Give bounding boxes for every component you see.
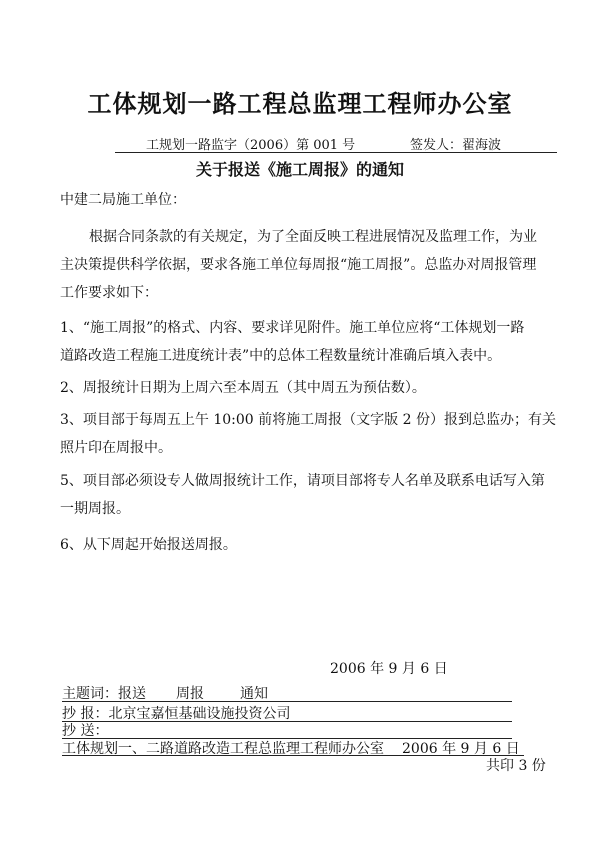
intro-line-2: 主决策提供科学依据，要求各施工单位每周报“施工周报”。总监办对周报管理 [60,257,537,273]
header-divider [115,152,557,153]
issuer: 工体规划一、二路道路改造工程总监理工程师办公室 [62,741,384,757]
notice-date: 2006 年 9 月 6 日 [330,661,448,677]
subject-word-3: 通知 [240,686,268,702]
item-2: 2、周报统计日期为上周六至本周五（其中周五为预估数）。 [60,380,426,396]
item-5-line-2: 一期周报。 [60,501,130,517]
item-6: 6、从下周起开始报送周报。 [60,537,237,553]
item-5-line-1: 5、项目部必须设专人做周报统计工作，请项目部将专人名单及联系电话写入第 [60,473,545,489]
notice-title: 关于报送《施工周报》的通知 [195,160,404,179]
intro-line-1: 根据合同条款的有关规定，为了全面反映工程进展情况及监理工作，为业 [89,229,537,245]
issue-date: 2006 年 9 月 6 日 [402,741,520,757]
cc-label: 抄 报： [62,706,109,722]
subject-underline [62,701,512,702]
cc-value: 北京宝嘉恒基础设施投资公司 [108,706,291,722]
item-1-line-2: 道路改造工程施工进度统计表”中的总体工程数量统计准确后填入表中。 [60,348,502,364]
issuer-underline [62,755,524,756]
cc-underline [62,721,512,722]
document-title: 工体规划一路工程总监理工程师办公室 [87,90,513,118]
subject-word-1: 报送 [118,686,146,702]
signer: 签发人：翟海波 [410,138,502,153]
recipient: 中建二局施工单位： [60,192,186,208]
subject-row [62,683,268,703]
cc2-label: 抄 送： [62,723,109,739]
subject-label: 主题词： [62,686,118,702]
item-1-line-1: 1、“施工周报”的格式、内容、要求详见附件。施工单位应将“工体规划一路 [60,320,525,336]
intro-line-3: 工作要求如下： [60,285,158,301]
item-3-line-1: 3、项目部于每周五上午 10:00 前将施工周报（文字版 2 份）报到总监办；有关 [60,412,556,428]
item-3-line-2: 照片印在周报中。 [60,440,172,456]
copies-count: 共印 3 份 [486,758,546,774]
cc2-row [62,720,108,740]
document-number: 工规划一路监字（2006）第 001 号 [146,138,356,153]
subject-word-2: 周报 [176,686,204,702]
